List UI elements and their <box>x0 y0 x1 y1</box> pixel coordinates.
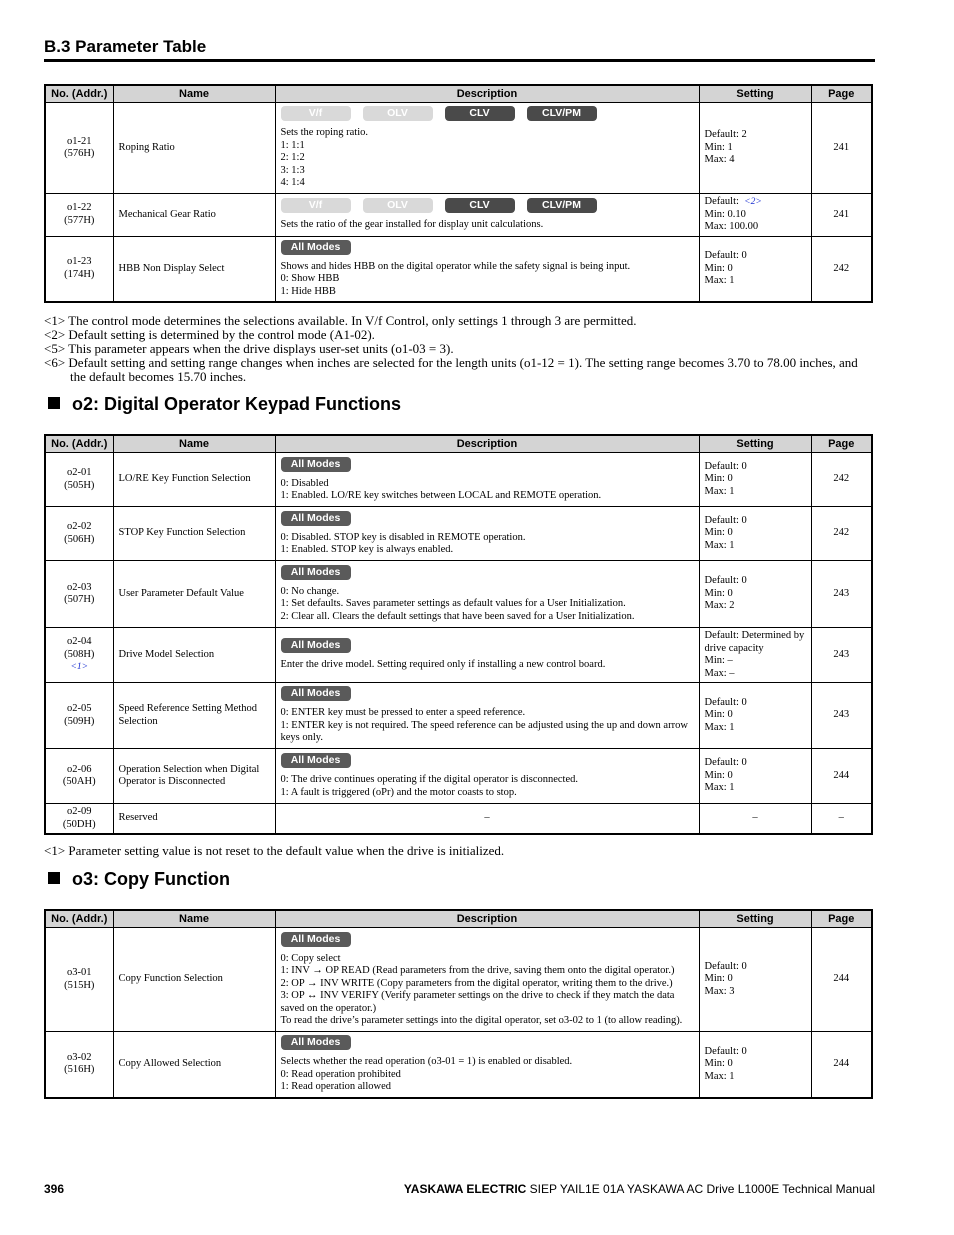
mode-tag-all: All Modes <box>281 686 351 701</box>
param-description <box>275 236 699 302</box>
footer-brand: YASKAWA ELECTRIC <box>403 1182 527 1196</box>
setting-max: Max: 4 <box>704 154 735 166</box>
footnote-ref: <1> <box>70 662 89 673</box>
table-header-row <box>45 85 872 103</box>
param-id: o2-06 <box>67 763 92 775</box>
param-name: STOP Key Function Selection <box>113 507 275 561</box>
footnote: <6> Default setting and setting range changes when inches are selected for the length units (o1-12 = 1). The setting range becomes 3.70 to 78.00 inches, and the default becomes 15.70 inches. <box>44 355 858 384</box>
setting-min: Min: 0.10 <box>704 208 746 220</box>
table-header-row <box>45 910 872 928</box>
param-name: Reserved <box>113 804 275 835</box>
param-id: o2-05 <box>67 703 92 714</box>
footnotes-o2 <box>44 844 874 858</box>
param-description <box>275 194 699 237</box>
setting-min: Min: 0 <box>704 709 733 721</box>
desc-line: 3: 1:3 <box>280 164 305 176</box>
mode-tag-clv: CLV <box>445 106 515 121</box>
col-header-name: Name <box>113 85 275 103</box>
param-number <box>45 628 113 683</box>
desc-line: 1: Set defaults. Saves parameter settings as default values for a User Initialization. <box>280 598 626 610</box>
param-description <box>275 1032 699 1098</box>
mode-tag-clv: CLV <box>445 198 515 213</box>
setting-max: Max: 3 <box>704 985 735 997</box>
param-id: o2-03 <box>67 581 92 593</box>
col-header-setting: Setting <box>699 910 811 928</box>
setting-min: Min: 0 <box>704 1058 733 1069</box>
mode-tag-all: All Modes <box>281 240 351 255</box>
col-header-name: Name <box>113 435 275 453</box>
setting-default <box>705 196 806 209</box>
param-page: 241 <box>811 194 872 237</box>
mode-tag-clvpm: CLV/PM <box>527 198 597 213</box>
setting-min: Min: 0 <box>704 973 733 985</box>
desc-line: To read the drive’s parameter settings into the digital operator, set o3-02 to 1 (to allow reading). <box>280 1015 683 1026</box>
desc-line: 1: Enabled. STOP key is always enabled. <box>280 544 454 555</box>
param-setting <box>699 928 811 1032</box>
mode-tags <box>281 198 694 213</box>
setting-min: Min: 1 <box>704 141 733 153</box>
setting-default: Default: 0 <box>704 460 747 472</box>
param-description <box>275 561 699 628</box>
table-row <box>45 561 872 628</box>
param-page: 244 <box>811 928 872 1032</box>
param-id: o2-04 <box>67 636 92 648</box>
param-addr: (508H) <box>64 648 95 660</box>
table-row <box>45 928 872 1032</box>
param-addr: (509H) <box>64 715 95 727</box>
param-number <box>45 507 113 561</box>
param-setting: – <box>699 804 811 835</box>
setting-max: Max: 1 <box>704 275 735 286</box>
mode-tag-all: All Modes <box>281 753 351 768</box>
setting-max: Max: 1 <box>704 721 735 733</box>
mode-tag-vf: V/f <box>281 198 351 213</box>
param-description <box>275 683 699 749</box>
param-addr: (50AH) <box>62 776 96 787</box>
param-number <box>45 194 113 237</box>
desc-line: 0: The drive continues operating if the digital operator is disconnected. <box>280 774 579 785</box>
desc-line: 3: OP ↔ INV VERIFY (Verify parameter settings on the drive to check if they match the data saved on the operator.) <box>280 990 675 1014</box>
param-setting <box>699 749 811 804</box>
param-number <box>45 561 113 628</box>
section-title: o2: Digital Operator Keypad Functions <box>72 394 402 414</box>
desc-line: 0: Copy select <box>280 952 341 964</box>
setting-max: Max: 1 <box>704 485 735 497</box>
param-id: o1-23 <box>67 256 92 268</box>
param-number <box>45 749 113 804</box>
param-setting <box>699 236 811 302</box>
desc-line: 1: Hide HBB <box>280 285 336 297</box>
setting-min: Min: 0 <box>704 262 733 274</box>
mode-tag-all: All Modes <box>281 1035 351 1050</box>
param-id: o3-01 <box>67 967 92 978</box>
mode-tag-all: All Modes <box>281 932 351 947</box>
param-number <box>45 236 113 302</box>
param-name: User Parameter Default Value <box>113 561 275 628</box>
param-description <box>275 103 699 194</box>
mode-tag-clvpm: CLV/PM <box>527 106 597 121</box>
col-header-description: Description <box>275 435 699 453</box>
param-addr: (174H) <box>64 268 95 280</box>
param-setting <box>699 453 811 507</box>
mode-tags <box>281 1035 694 1050</box>
desc-line: 0: Show HBB <box>280 273 340 284</box>
desc-line: Sets the roping ratio. <box>280 127 368 139</box>
desc-line: 1: A fault is triggered (oPr) and the motor coasts to stop. <box>280 786 517 798</box>
table-row <box>45 453 872 507</box>
desc-line: 0: Read operation prohibited <box>280 1068 401 1080</box>
desc-line: 0: Disabled. STOP key is disabled in REMOTE operation. <box>280 531 526 543</box>
setting-min: Min: 0 <box>704 587 733 599</box>
param-name: Mechanical Gear Ratio <box>113 194 275 237</box>
setting-min: Min: 0 <box>704 769 733 781</box>
param-number <box>45 103 113 194</box>
param-id: o2-02 <box>67 521 92 532</box>
param-page: 243 <box>811 628 872 683</box>
param-description <box>275 928 699 1032</box>
param-addr: (515H) <box>64 979 95 991</box>
table-header-row <box>45 435 872 453</box>
table-row <box>45 507 872 561</box>
col-header-no: No. (Addr.) <box>45 910 113 928</box>
desc-line: 1: Enabled. LO/RE key switches between LOCAL and REMOTE operation. <box>280 490 602 501</box>
col-header-setting: Setting <box>699 435 811 453</box>
table-row <box>45 628 872 683</box>
parameter-table-o3 <box>44 909 873 1099</box>
param-description <box>275 749 699 804</box>
parameter-table-o1 <box>44 84 873 303</box>
section-heading-o2 <box>48 394 401 415</box>
footnotes-o1 <box>44 314 874 384</box>
desc-line: 0: Disabled <box>280 477 329 489</box>
param-setting <box>699 194 811 237</box>
setting-max: Max: – <box>704 667 735 679</box>
table-row <box>45 749 872 804</box>
param-page: 243 <box>811 683 872 749</box>
title-rule <box>44 59 875 62</box>
page-number: 396 <box>44 1182 65 1196</box>
param-description <box>275 628 699 683</box>
param-addr: (505H) <box>64 479 95 491</box>
param-id: o2-01 <box>67 467 92 478</box>
desc-line: 1: 1:1 <box>280 139 305 151</box>
param-description: – <box>275 804 699 835</box>
table-row <box>45 236 872 302</box>
param-page: 244 <box>811 1032 872 1098</box>
param-name: HBB Non Display Select <box>113 236 275 302</box>
mode-tags <box>281 106 694 121</box>
desc-line: 2: OP → INV WRITE (Copy parameters from the digital operator, writing them to the drive.) <box>280 977 673 989</box>
param-setting <box>699 628 811 683</box>
setting-default: Default: Determined by drive capacity <box>704 630 805 654</box>
param-description <box>275 453 699 507</box>
param-page: – <box>811 804 872 835</box>
mode-tags <box>281 240 694 255</box>
mode-tags <box>281 686 694 701</box>
footnote: <1> Parameter setting value is not reset to the default value when the drive is initialized. <box>44 843 505 858</box>
mode-tags <box>281 565 694 580</box>
param-addr: (507H) <box>64 594 95 605</box>
col-header-page: Page <box>811 435 872 453</box>
param-page: 243 <box>811 561 872 628</box>
col-header-description: Description <box>275 85 699 103</box>
param-name: Roping Ratio <box>113 103 275 194</box>
param-number <box>45 1032 113 1098</box>
table-row <box>45 683 872 749</box>
footnote-ref: <2> <box>744 197 762 207</box>
setting-min: Min: 0 <box>704 473 733 485</box>
setting-max: Max: 2 <box>704 600 735 612</box>
param-setting <box>699 507 811 561</box>
param-name: Speed Reference Setting Method Selection <box>113 683 275 749</box>
section-title: o3: Copy Function <box>72 869 230 889</box>
mode-tag-all: All Modes <box>281 511 351 526</box>
param-name: Copy Allowed Selection <box>113 1032 275 1098</box>
param-number <box>45 804 113 835</box>
desc-line: 0: ENTER key must be pressed to enter a speed reference. <box>280 707 526 719</box>
setting-default: Default: 0 <box>704 250 747 261</box>
mode-tags <box>281 511 694 526</box>
col-header-name: Name <box>113 910 275 928</box>
param-addr: (50DH) <box>62 818 96 830</box>
col-header-description: Description <box>275 910 699 928</box>
col-header-page: Page <box>811 910 872 928</box>
param-setting <box>699 103 811 194</box>
setting-default-label: Default: <box>704 196 739 207</box>
mode-tags <box>281 457 694 472</box>
desc-line: Enter the drive model. Setting required only if installing a new control board. <box>280 659 606 671</box>
param-id: o1-21 <box>67 135 92 147</box>
footnote: <2> Default setting is determined by the control mode (A1-02). <box>44 327 375 342</box>
mode-tags <box>281 753 694 768</box>
col-header-setting: Setting <box>699 85 811 103</box>
desc-line: 1: INV → OP READ (Read parameters from the drive, saving them onto the digital operator.) <box>280 965 675 976</box>
table-row <box>45 103 872 194</box>
param-number <box>45 453 113 507</box>
setting-max: Max: 1 <box>704 782 735 794</box>
mode-tag-all: All Modes <box>281 638 351 653</box>
param-setting <box>699 561 811 628</box>
section-heading-o3 <box>48 869 230 890</box>
param-addr: (576H) <box>64 148 95 159</box>
mode-tag-olv: OLV <box>363 106 433 121</box>
param-addr: (516H) <box>64 1064 95 1076</box>
param-page: 242 <box>811 507 872 561</box>
param-page: 242 <box>811 236 872 302</box>
param-page: 244 <box>811 749 872 804</box>
param-name: LO/RE Key Function Selection <box>113 453 275 507</box>
mode-tags <box>281 638 694 653</box>
setting-default: Default: 2 <box>704 129 747 141</box>
param-page: 242 <box>811 453 872 507</box>
setting-default: Default: 0 <box>704 960 747 972</box>
col-header-page: Page <box>811 85 872 103</box>
desc-line: Sets the ratio of the gear installed for display unit calculations. <box>280 219 544 230</box>
mode-tag-all: All Modes <box>281 457 351 472</box>
footer-manual: SIEP YAIL1E 01A YASKAWA AC Drive L1000E Technical Manual <box>526 1182 875 1196</box>
param-setting <box>699 683 811 749</box>
param-addr: (506H) <box>64 533 95 545</box>
param-number <box>45 683 113 749</box>
table-row <box>45 804 872 835</box>
param-page: 241 <box>811 103 872 194</box>
footer-doc-title <box>404 1182 875 1196</box>
param-name: Copy Function Selection <box>113 928 275 1032</box>
setting-max: Max: 1 <box>704 539 735 551</box>
setting-default: Default: 0 <box>704 575 747 587</box>
mode-tag-all: All Modes <box>281 565 351 580</box>
desc-line: 2: 1:2 <box>280 152 305 164</box>
setting-min: Min: 0 <box>704 527 733 539</box>
parameter-table-o2 <box>44 434 873 835</box>
footnote: <1> The control mode determines the selections available. In V/f Control, only settings 1 through 3 are permitted. <box>44 313 637 328</box>
param-name: Drive Model Selection <box>113 628 275 683</box>
mode-tags <box>281 932 694 947</box>
param-id: o3-02 <box>67 1051 92 1063</box>
section-bullet-icon <box>48 872 60 884</box>
page-title: B.3 Parameter Table <box>44 37 207 56</box>
col-header-no: No. (Addr.) <box>45 435 113 453</box>
param-addr: (577H) <box>64 214 95 226</box>
desc-line: 1: Read operation allowed <box>280 1081 392 1092</box>
setting-min: Min: – <box>704 655 733 666</box>
desc-line: Selects whether the read operation (o3-01 = 1) is enabled or disabled. <box>280 1056 573 1067</box>
desc-line: 0: No change. <box>280 585 340 597</box>
footnote: <5> This parameter appears when the drive displays user-set units (o1-03 = 3). <box>44 341 454 356</box>
mode-tag-olv: OLV <box>363 198 433 213</box>
param-number <box>45 928 113 1032</box>
desc-line: Shows and hides HBB on the digital operator while the safety signal is being input. <box>280 260 631 272</box>
desc-line: 4: 1:4 <box>280 177 305 189</box>
desc-line: 2: Clear all. Clears the default settings that have been saved for a User Initialization. <box>280 610 635 622</box>
param-description <box>275 507 699 561</box>
table-row <box>45 194 872 237</box>
setting-default: Default: 0 <box>704 757 747 769</box>
param-id: o1-22 <box>67 202 92 214</box>
setting-max: Max: 1 <box>704 1070 735 1082</box>
section-bullet-icon <box>48 397 60 409</box>
mode-tag-vf: V/f <box>281 106 351 121</box>
param-name: Operation Selection when Digital Operator is Disconnected <box>113 749 275 804</box>
table-row <box>45 1032 872 1098</box>
desc-line: 1: ENTER key is not required. The speed reference can be adjusted using the up and down arrow keys only. <box>280 719 688 744</box>
setting-default: Default: 0 <box>704 1045 747 1057</box>
setting-default: Default: 0 <box>704 696 747 708</box>
param-setting <box>699 1032 811 1098</box>
setting-default: Default: 0 <box>704 514 747 526</box>
col-header-no: No. (Addr.) <box>45 85 113 103</box>
param-id: o2-09 <box>67 806 92 817</box>
setting-max: Max: 100.00 <box>704 221 759 232</box>
